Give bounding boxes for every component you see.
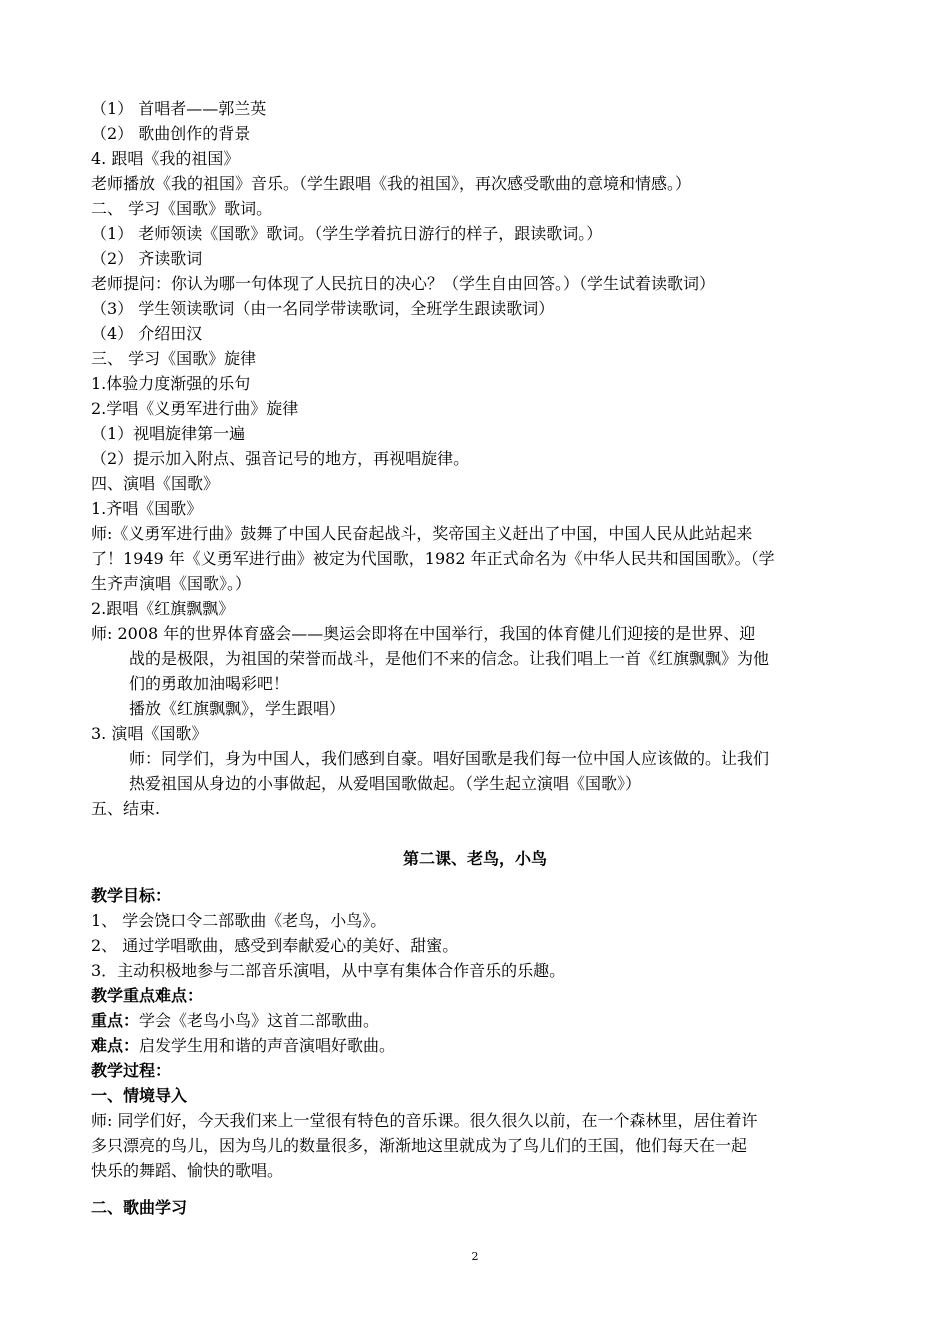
section-heading: 教学重点难点：: [91, 986, 204, 1005]
text-line: 1、 学会饶口令二部歌曲《老鸟，小鸟》。: [91, 911, 387, 930]
text-line: 师: 同学们好，今天我们来上一堂很有特色的音乐课。很久很久以前，在一个森林里，居住着许: [91, 1111, 758, 1130]
text-line: 3. 演唱《国歌》: [91, 724, 208, 743]
section-heading: 教学目标：: [91, 886, 172, 905]
text-line: 老师提问：你认为哪一句体现了人民抗日的决心？（学生自由回答。）（学生试着读歌词）: [91, 274, 716, 293]
text-line: （3） 学生领读歌词（由一名同学带读歌词，全班学生跟读歌词）: [91, 299, 555, 318]
text-line: （4） 介绍田汉: [91, 324, 203, 343]
text-line: 4. 跟唱《我的祖国》: [91, 149, 240, 168]
text-line: 播放《红旗飘飘》，学生跟唱）: [129, 699, 346, 718]
lesson-title: 第二课、老鸟，小鸟: [402, 849, 547, 868]
text-line: 师:《义勇军进行曲》鼓舞了中国人民奋起战斗，奖帝国主义赶出了中国，中国人民从此站起来: [91, 524, 753, 543]
label-difficulty: 难点：: [91, 1036, 140, 1055]
text-line: 1.齐唱《国歌》: [91, 499, 203, 518]
text-line: 战的是极限，为祖国的荣誉而战斗，是他们不来的信念。让我们唱上一首《红旗飘飘》为他: [129, 649, 770, 668]
text-line: 生齐声演唱《国歌》。）: [91, 574, 252, 593]
text-line: （2） 齐读歌词: [91, 249, 203, 268]
section-heading: 三、 学习《国歌》旋律: [91, 349, 257, 368]
section-heading: 教学过程：: [91, 1061, 172, 1080]
text-line: 多只漂亮的鸟儿，因为鸟儿的数量很多，渐渐地这里就成为了鸟儿们的王国，他们每天在一起: [91, 1136, 748, 1155]
text-line: （1）视唱旋律第一遍: [91, 424, 246, 443]
text-line: 1.体验力度渐强的乐句: [91, 374, 251, 393]
text-line: 师：同学们，身为中国人，我们感到自豪。唱好国歌是我们每一位中国人应该做的。让我们: [129, 749, 770, 768]
text-line: 2.学唱《义勇军进行曲》旋律: [91, 399, 299, 418]
text-line: （2）提示加入附点、强音记号的地方，再视唱旋律。: [91, 449, 470, 468]
section-heading: 五、结束.: [91, 799, 161, 818]
text-line: 2.跟唱《红旗飘飘》: [91, 599, 235, 618]
text-line: （2） 歌曲创作的背景: [91, 124, 251, 143]
text-line: 2、 通过学唱歌曲，感受到奉献爱心的美好、甜蜜。: [91, 936, 459, 955]
section-heading: 二、歌曲学习: [91, 1198, 188, 1217]
label-key-point: 重点：: [91, 1011, 140, 1030]
text-line: [91, 1034, 395, 1058]
text-line: 老师播放《我的祖国》音乐。（学生跟唱《我的祖国》，再次感受歌曲的意境和情感。）: [91, 174, 692, 193]
text-line: （1） 首唱者——郭兰英: [91, 99, 267, 118]
text-line: 热爱祖国从身边的小事做起，从爱唱国歌做起。（学生起立演唱《国歌》）: [129, 774, 642, 793]
text-line: [91, 1009, 379, 1033]
text-line: 们的勇敢加油喝彩吧！: [129, 674, 290, 693]
section-heading: 四、演唱《国歌》: [91, 474, 220, 493]
section-heading: 一、情境导入: [91, 1086, 188, 1105]
text-line: 快乐的舞蹈、愉快的歌唱。: [91, 1161, 284, 1180]
text-line: 师: 2008 年的世界体育盛会——奥运会即将在中国举行，我国的体育健儿们迎接的是世界、迎: [91, 624, 756, 643]
key-point-text: 学会《老鸟小鸟》这首二部歌曲。: [139, 1011, 380, 1030]
text-line: 了！1949 年《义勇军进行曲》被定为代国歌，1982 年正式命名为《中华人民共和国国歌》。（学: [91, 549, 775, 568]
text-line: 3．主动积极地参与二部音乐演唱，从中享有集体合作音乐的乐趣。: [91, 961, 566, 980]
difficulty-text: 启发学生用和谐的声音演唱好歌曲。: [139, 1036, 396, 1055]
section-heading: 二、 学习《国歌》歌词。: [91, 199, 273, 218]
text-line: （1） 老师领读《国歌》歌词。（学生学着抗日游行的样子，跟读歌词。）: [91, 224, 603, 243]
page-number: 2: [471, 1250, 479, 1263]
